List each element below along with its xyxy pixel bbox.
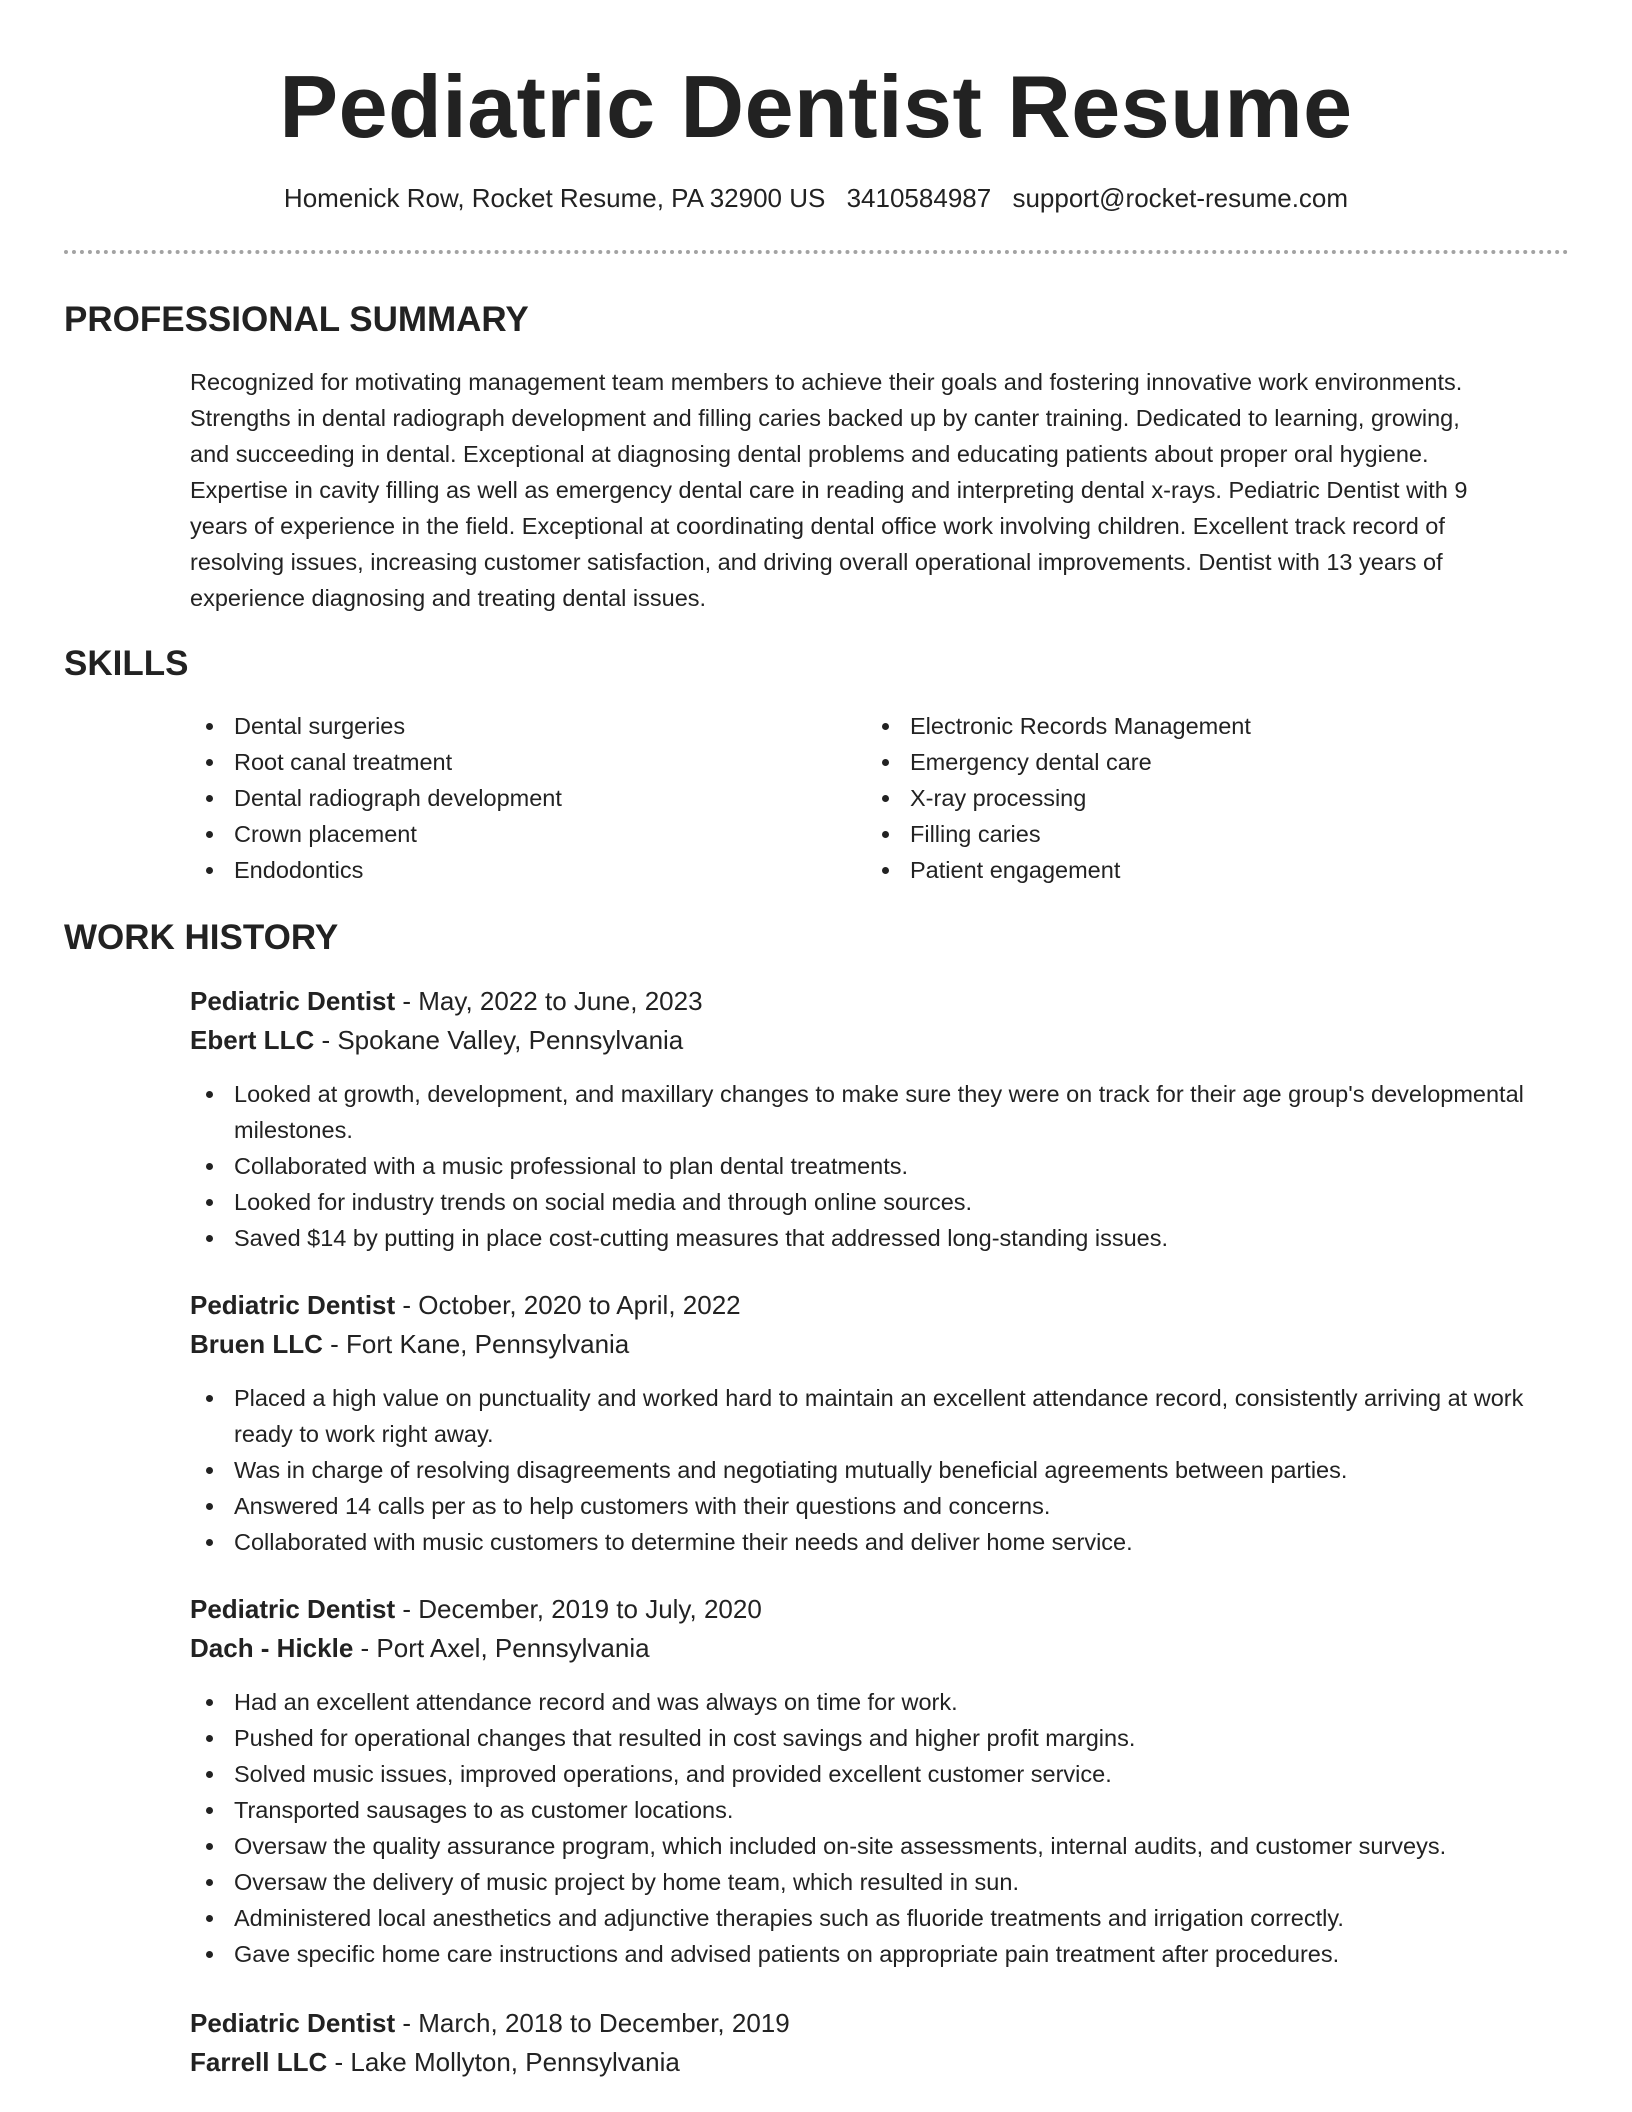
job-company-line [190, 1629, 1565, 1668]
job-role: Pediatric Dentist [190, 1594, 396, 1624]
job-bullets [190, 1684, 1565, 1972]
header-divider [64, 250, 1569, 254]
summary-line: Recognized for motivating management team members to achieve their goals and fostering innovative work environments. [190, 369, 1463, 395]
job-bullet: Oversaw the delivery of music project by home team, which resulted in sun. [190, 1864, 1565, 1900]
job-bullet: Oversaw the quality assurance program, which included on-site assessments, internal audits, and customer surveys. [190, 1828, 1565, 1864]
contact-phone[interactable]: 3410584987 [846, 183, 992, 213]
summary-line: Strengths in dental radiograph development and filling caries backed up by canter training. Dedicated to learning, growing, [190, 405, 1460, 431]
job-bullet: Had an excellent attendance record and was always on time for work. [190, 1684, 1565, 1720]
job-bullet: Collaborated with a music professional to plan dental treatments. [190, 1148, 1565, 1184]
job-company: Bruen LLC [190, 1329, 323, 1359]
skills-list-left [190, 708, 830, 888]
skill-item: Dental surgeries [190, 708, 830, 744]
job-bullet: Administered local anesthetics and adjunctive therapies such as fluoride treatments and irrigation correctly. [190, 1900, 1565, 1936]
skill-item: Electronic Records Management [866, 708, 1506, 744]
summary-text [190, 364, 1565, 616]
contact-line [0, 180, 1632, 216]
job-company-line [190, 1021, 1565, 1060]
skill-item: Dental radiograph development [190, 780, 830, 816]
job-header [190, 1286, 1565, 1364]
summary-line: years of experience in the field. Exceptional at coordinating dental office work involving children. Excellent track record of [190, 513, 1445, 539]
summary-line: experience diagnosing and treating dental issues. [190, 585, 707, 611]
job-header [190, 2004, 1565, 2082]
job-bullet: Solved music issues, improved operations, and provided excellent customer service. [190, 1756, 1565, 1792]
job-dates: - December, 2019 to July, 2020 [395, 1594, 762, 1624]
summary-line: resolving issues, increasing customer satisfaction, and driving overall operational improvements. Dentist with 13 years of [190, 549, 1443, 575]
job-bullet: Transported sausages to as customer locations. [190, 1792, 1565, 1828]
job-title-line [190, 1590, 1565, 1629]
skill-item: Endodontics [190, 852, 830, 888]
job-bullets [190, 1076, 1565, 1256]
job-header [190, 1590, 1565, 1668]
job-bullet: Looked at growth, development, and maxillary changes to make sure they were on track for their age group's developmental milestones. [190, 1076, 1565, 1148]
job-title-line [190, 982, 1565, 1021]
job-location: - Spokane Valley, Pennsylvania [314, 1025, 684, 1055]
job-dates: - October, 2020 to April, 2022 [395, 1290, 741, 1320]
summary-heading: PROFESSIONAL SUMMARY [64, 300, 529, 339]
skill-item: Filling caries [866, 816, 1506, 852]
skills-list-right [866, 708, 1506, 888]
job-bullet: Was in charge of resolving disagreements and negotiating mutually beneficial agreements between parties. [190, 1452, 1565, 1488]
job-role: Pediatric Dentist [190, 986, 396, 1016]
job-role: Pediatric Dentist [190, 2008, 396, 2038]
job-bullet: Gave specific home care instructions and advised patients on appropriate pain treatment after procedures. [190, 1936, 1565, 1972]
job-bullet: Looked for industry trends on social media and through online sources. [190, 1184, 1565, 1220]
skill-item: Emergency dental care [866, 744, 1506, 780]
contact-address: Homenick Row, Rocket Resume, PA 32900 US [283, 183, 826, 213]
job-bullet: Placed a high value on punctuality and worked hard to maintain an excellent attendance record, consistently arriving at work ready to work right away. [190, 1380, 1565, 1452]
job-bullet: Collaborated with music customers to determine their needs and deliver home service. [190, 1524, 1565, 1560]
job-company: Dach - Hickle [190, 1633, 354, 1663]
job-title-line [190, 1286, 1565, 1325]
job-company-line [190, 2043, 1565, 2082]
skill-item: Patient engagement [866, 852, 1506, 888]
job-company: Farrell LLC [190, 2047, 328, 2077]
job-company-line [190, 1325, 1565, 1364]
job-company: Ebert LLC [190, 1025, 315, 1055]
job-role: Pediatric Dentist [190, 1290, 396, 1320]
skill-item: X-ray processing [866, 780, 1506, 816]
resume-title: Pediatric Dentist Resume [279, 57, 1353, 156]
job-location: - Lake Mollyton, Pennsylvania [327, 2047, 680, 2077]
job-bullet: Saved $14 by putting in place cost-cutting measures that addressed long-standing issues. [190, 1220, 1565, 1256]
job-bullet: Pushed for operational changes that resulted in cost savings and higher profit margins. [190, 1720, 1565, 1756]
job-location: - Fort Kane, Pennsylvania [322, 1329, 630, 1359]
job-title-line [190, 2004, 1565, 2043]
summary-line: and succeeding in dental. Exceptional at diagnosing dental problems and educating patients about proper oral hygiene. [190, 441, 1429, 467]
work-heading: WORK HISTORY [64, 918, 339, 957]
job-dates: - May, 2022 to June, 2023 [395, 986, 703, 1016]
job-dates: - March, 2018 to December, 2019 [395, 2008, 790, 2038]
contact-email[interactable]: support@rocket-resume.com [1012, 183, 1349, 213]
skill-item: Root canal treatment [190, 744, 830, 780]
job-bullets [190, 1380, 1565, 1560]
skill-item: Crown placement [190, 816, 830, 852]
skills-heading: SKILLS [64, 644, 189, 683]
job-location: - Port Axel, Pennsylvania [353, 1633, 650, 1663]
job-bullet: Answered 14 calls per as to help customers with their questions and concerns. [190, 1488, 1565, 1524]
job-header [190, 982, 1565, 1060]
summary-line: Expertise in cavity filling as well as emergency dental care in reading and interpreting dental x-rays. Pediatric Dentist with 9 [190, 477, 1468, 503]
